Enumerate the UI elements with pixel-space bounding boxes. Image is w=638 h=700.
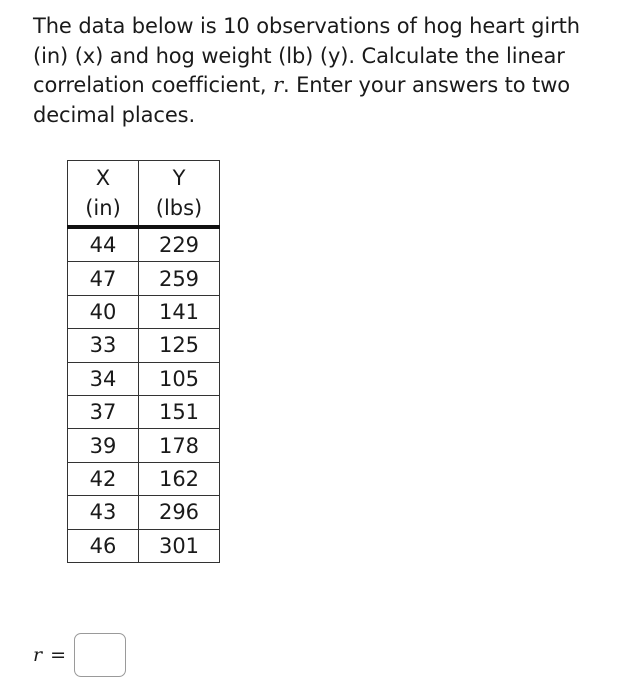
table-header-row <box>68 161 220 228</box>
table-row <box>68 329 220 362</box>
table-row <box>68 496 220 529</box>
cell-y: 151 <box>139 395 220 428</box>
table-row <box>68 429 220 462</box>
cell-y: 141 <box>139 295 220 328</box>
cell-x: 40 <box>68 295 139 328</box>
header-y <box>139 161 220 228</box>
cell-y: 259 <box>139 262 220 295</box>
header-x-unit: (in) <box>85 196 121 220</box>
cell-x: 46 <box>68 529 139 562</box>
cell-y: 301 <box>139 529 220 562</box>
cell-x: 37 <box>68 395 139 428</box>
cell-y: 105 <box>139 362 220 395</box>
cell-x: 39 <box>68 429 139 462</box>
data-table <box>67 160 220 563</box>
cell-x: 47 <box>68 262 139 295</box>
header-y-unit: (lbs) <box>155 196 203 220</box>
cell-y: 229 <box>139 227 220 262</box>
answer-row <box>33 630 126 680</box>
table-row <box>68 295 220 328</box>
cell-y: 178 <box>139 429 220 462</box>
table-row <box>68 262 220 295</box>
table-row <box>68 529 220 562</box>
cell-y: 296 <box>139 496 220 529</box>
answer-variable-r: r <box>33 644 43 666</box>
header-y-label: Y <box>172 166 186 190</box>
r-answer-input[interactable] <box>74 633 126 677</box>
header-x <box>68 161 139 228</box>
table-row <box>68 362 220 395</box>
table-row <box>68 227 220 262</box>
table-row <box>68 395 220 428</box>
cell-x: 34 <box>68 362 139 395</box>
cell-x: 42 <box>68 462 139 495</box>
cell-y: 162 <box>139 462 220 495</box>
header-x-label: X <box>95 166 111 190</box>
cell-x: 44 <box>68 227 139 262</box>
equals-sign: = <box>50 644 67 666</box>
cell-x: 33 <box>68 329 139 362</box>
cell-y: 125 <box>139 329 220 362</box>
prompt-text-1: The data below is 10 observations of hog heart girth (in) (x) and hog weight (lb) (y). Calculate the linear correlation coefficient, <box>33 14 581 97</box>
prompt-variable-r: r <box>273 73 283 97</box>
question-prompt <box>33 12 603 130</box>
prompt-text-2: . Enter your answers to two decimal places. <box>33 73 571 127</box>
cell-x: 43 <box>68 496 139 529</box>
table-row <box>68 462 220 495</box>
